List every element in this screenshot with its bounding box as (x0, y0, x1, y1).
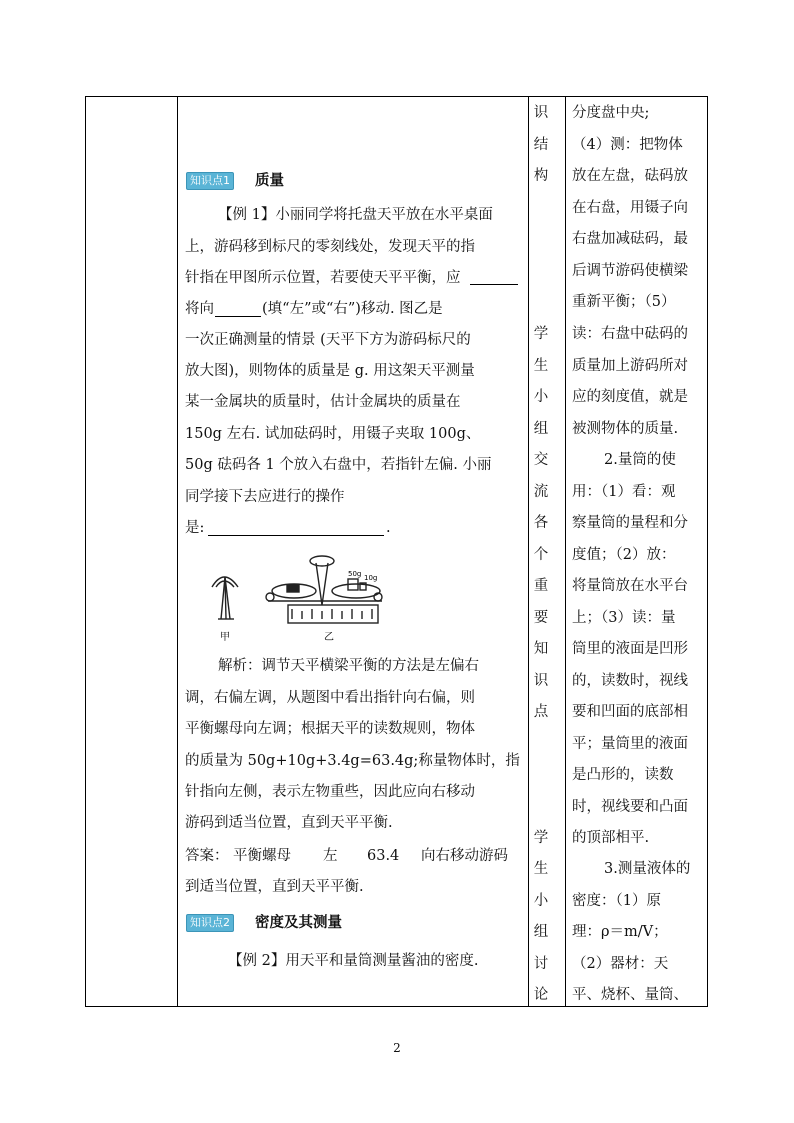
vertical-char: 点 (533, 704, 549, 720)
analysis-line: 调，右偏左调，从题图中看出指针向右偏，则 (185, 690, 475, 706)
balance-figure (208, 549, 398, 645)
right-line: 将量筒放在水平台 (572, 578, 688, 594)
right-line: 是凸形的，读数 (572, 767, 674, 783)
example1-line: 上，游码移到标尺的零刻线处，发现天平的指 (185, 239, 475, 255)
analysis-line: 解析：调节天平横梁平衡的方法是左偏右 (218, 658, 479, 674)
figure-label-jia: 甲 (220, 632, 230, 643)
answer-1: 平衡螺母 (233, 848, 291, 864)
example1-line: 是: (185, 520, 205, 536)
right-line: 的顶部相平. (572, 830, 650, 846)
example1-line: (填“左”或“右”)移动. 图乙是 (262, 301, 443, 317)
vertical-char: 学 (533, 830, 549, 846)
answer-2: 左 (323, 848, 338, 864)
figure-label-yi: 乙 (324, 632, 334, 643)
analysis-line: 平衡螺母向左调；根据天平的读数规则，物体 (185, 721, 475, 737)
vertical-char: 个 (533, 547, 549, 563)
vertical-char: 各 (533, 515, 549, 531)
right-line: 后调节游码使横梁 (572, 263, 688, 279)
section-title-mass: 质量 (255, 172, 284, 189)
right-line: 时，视线要和凸面 (572, 799, 688, 815)
example1-line: 针指在甲图所示位置，若要使天平平衡，应 (185, 270, 461, 286)
column-divider (177, 97, 178, 1006)
weight-label-10g: 10g (364, 574, 378, 582)
right-line: 右盘加减砝码，最 (572, 231, 688, 247)
right-line: 度值；（2）放： (572, 547, 676, 563)
right-line: 要和凹面的底部相 (572, 704, 688, 720)
right-line: 放在左盘，砝码放 (572, 168, 688, 184)
right-line: 用：（1）看：观 (572, 484, 676, 500)
vertical-char: 知 (533, 641, 549, 657)
vertical-char: 组 (533, 924, 549, 940)
right-line: 在右盘，用镊子向 (572, 200, 688, 216)
right-line: 筒里的液面是凹形 (572, 641, 688, 657)
right-line: 2.量筒的使 (604, 452, 676, 468)
answer-prefix: 答案： (185, 848, 229, 864)
vertical-char: 流 (533, 484, 549, 500)
right-line: （2）器材：天 (572, 956, 669, 972)
example1-line: 同学接下去应进行的操作 (185, 489, 345, 505)
section-title-density: 密度及其测量 (255, 914, 342, 931)
example1-line: 放大图)，则物体的质量是 g. 用这架天平测量 (185, 363, 475, 379)
right-line: 察量筒的量程和分 (572, 515, 688, 531)
answer-4: 向右移动游码 (421, 848, 508, 864)
answer-3: 63.4 (367, 848, 400, 864)
right-line: 重新平衡；（5） (572, 294, 676, 310)
example1-line: 【例 1】小丽同学将托盘天平放在水平桌面 (218, 207, 493, 223)
right-line: 读：右盘中砝码的 (572, 326, 688, 342)
right-line: 被测物体的质量. (572, 421, 679, 437)
analysis-line: 游码到适当位置，直到天平平衡. (185, 815, 393, 831)
right-line: 质量加上游码所对 (572, 358, 688, 374)
vertical-char: 小 (533, 389, 549, 405)
example1-line: 将向 (185, 301, 214, 317)
right-line: 上；（3）读：量 (572, 610, 676, 626)
right-line: 的，读数时，视线 (572, 673, 688, 689)
vertical-char: 小 (533, 893, 549, 909)
answer-blank (470, 270, 518, 285)
balance-yi-icon (266, 556, 382, 623)
example2-line: 【例 2】用天平和量筒测量酱油的密度. (228, 953, 479, 969)
example1-line: 150g 左右. 试加砝码时，用镊子夹取 100g、 (185, 426, 481, 442)
vertical-char: 构 (533, 168, 549, 184)
vertical-char: 结 (533, 137, 549, 153)
right-line: 平；量筒里的液面 (572, 736, 688, 752)
example1-line: . (386, 520, 391, 536)
vertical-char: 论 (533, 987, 549, 1003)
column-divider (565, 97, 566, 1006)
right-line: 应的刻度值，就是 (572, 389, 688, 405)
analysis-line: 针指向左侧，表示左物重些，因此应向右移动 (185, 784, 475, 800)
vertical-char: 学 (533, 326, 549, 342)
right-line: 密度：（1）原 (572, 893, 661, 909)
vertical-char: 生 (533, 861, 549, 877)
vertical-char: 交 (533, 452, 549, 468)
answer-blank (208, 521, 384, 536)
right-line: 平、烧杯、量筒、 (572, 987, 688, 1003)
example1-line: 某一金属块的质量时，估计金属块的质量在 (185, 394, 461, 410)
analysis-line: 的质量为 50g+10g+3.4g=63.4g;称量物体时，指 (185, 753, 520, 769)
example1-line: 50g 砝码各 1 个放入右盘中，若指针左偏. 小丽 (185, 457, 492, 473)
vertical-char: 生 (533, 358, 549, 374)
weight-label-50g: 50g (348, 570, 362, 578)
vertical-char: 识 (533, 673, 549, 689)
section-badge-1: 知识点1 (186, 172, 234, 190)
section-badge-2: 知识点2 (186, 914, 234, 932)
right-line: （4）测：把物体 (572, 137, 683, 153)
vertical-char: 重 (533, 578, 549, 594)
right-line: 理：ρ＝m/V； (572, 924, 668, 940)
vertical-char: 讨 (533, 956, 549, 972)
page-number: 2 (393, 1041, 401, 1055)
answer-tail: 到适当位置，直到天平平衡. (185, 879, 364, 895)
vertical-char: 组 (533, 421, 549, 437)
vertical-char: 识 (533, 105, 549, 121)
right-line: 分度盘中央; (572, 105, 650, 121)
column-divider (528, 97, 529, 1006)
example1-line: 一次正确测量的情景 (天平下方为游码标尺的 (185, 332, 471, 348)
right-line: 3.测量液体的 (604, 861, 691, 877)
dial-jia-icon (212, 577, 238, 619)
answer-blank (215, 302, 261, 317)
vertical-char: 要 (533, 610, 549, 626)
